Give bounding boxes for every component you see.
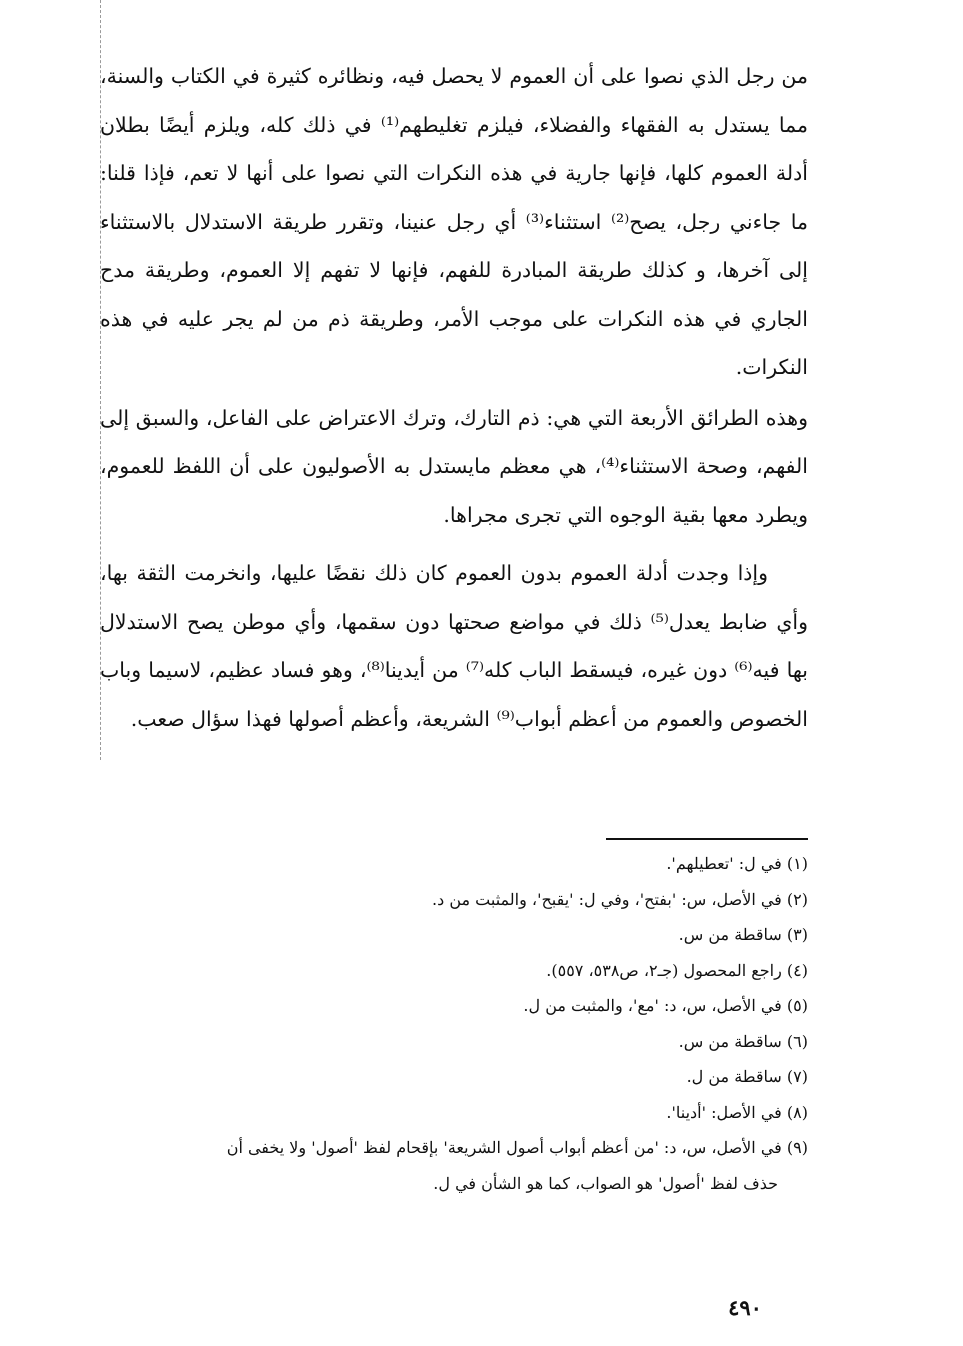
page-number: ٤٩٠ bbox=[728, 1295, 762, 1320]
main-text bbox=[100, 52, 808, 743]
footnote-5: (٥) في الأصل، س، د: 'مع'، والمثبت من ل. bbox=[523, 996, 808, 1015]
footnote-6: (٦) ساقطة من س. bbox=[678, 1031, 808, 1051]
footnote-3: (٣) ساقطة من س. bbox=[678, 925, 808, 944]
footnote-separator bbox=[606, 838, 808, 840]
footnote-8: (٨) في الأصل: 'أدينا'. bbox=[666, 1102, 808, 1122]
footnote-4: (٤) راجع المحصول (جـ٢، ص٥٣٨، ٥٥٧). bbox=[546, 960, 808, 980]
footnote-9: (٩) في الأصل، س، د: 'من أعظم أبواب أصول الشريعة' بإقحام لفظ 'أصول' ولا يخفى أن bbox=[226, 1138, 808, 1157]
footnote-2: (٢) في الأصل، س: 'بفتح'، وفي ل: 'يقبح'، والمثبت من د. bbox=[432, 889, 808, 909]
footnote-7: (٧) ساقطة من ل. bbox=[686, 1067, 808, 1086]
paragraph-3: وإذا وجدت أدلة العموم بدون العموم كان ذلك نقضًا عليها، وانخرمت الثقة بها، وأي ضابط يعدل⁽⁵⁾ ذلك في مواضع صحتها دون سقمها، وأي موطن يصح الاستدلال بها فيه⁽⁶⁾ دون غيره، فيسقط الباب كله⁽⁷⁾ من أيدينا⁽⁸⁾، وهو فساد عظيم، لاسيما وباب الخصوص والعموم من أعظم أبواب⁽⁹⁾ الشريعة، وأعظم أصولها فهذا سؤال صعب. bbox=[100, 561, 808, 731]
paragraph-2: وهذه الطرائق الأربعة التي هي: ذم التارك، وترك الاعتراض على الفاعل، والسبق إلى الفهم، وصحة الاستثناء⁽⁴⁾، هي معظم مايستدل به الأصوليون على أن اللفظ للعموم، ويطرد معها بقية الوجوه التي تجرى مجراها. bbox=[100, 405, 808, 527]
footnote-9-continuation: حذف لفظ 'أصول' هو الصواب، كما هو الشأن في ل. bbox=[433, 1173, 778, 1193]
paragraph-1: من رجل الذي نصوا على أن العموم لا يحصل فيه، ونظائره كثيرة في الكتاب والسنة، مما يستدل به الفقهاء والفضلاء، فيلزم تغليطهم⁽¹⁾ في ذلك كله، ويلزم أيضًا بطلان أدلة العموم كلها، فإنها جارية في هذه النكرات التي نصوا على أنها لا تعم، فإذا قلنا: ما جاءني رجل، يصح⁽²⁾ استثناء⁽³⁾ أي رجل عنينا، وتقرر طريقة الاستدلال بالاستثناء إلى آخرها، و كذلك طريقة المبادرة للفهم، فإنها لا تفهم إلا العموم، وطريقة مدح الجاري في هذه النكرات على موجب الأمر، وطريقة ذم من لم يجر عليه في هذه النكرات. bbox=[100, 64, 808, 379]
footnotes bbox=[106, 846, 808, 1201]
footnote-1: (١) في ل: 'تعطيلهم'. bbox=[666, 854, 808, 873]
